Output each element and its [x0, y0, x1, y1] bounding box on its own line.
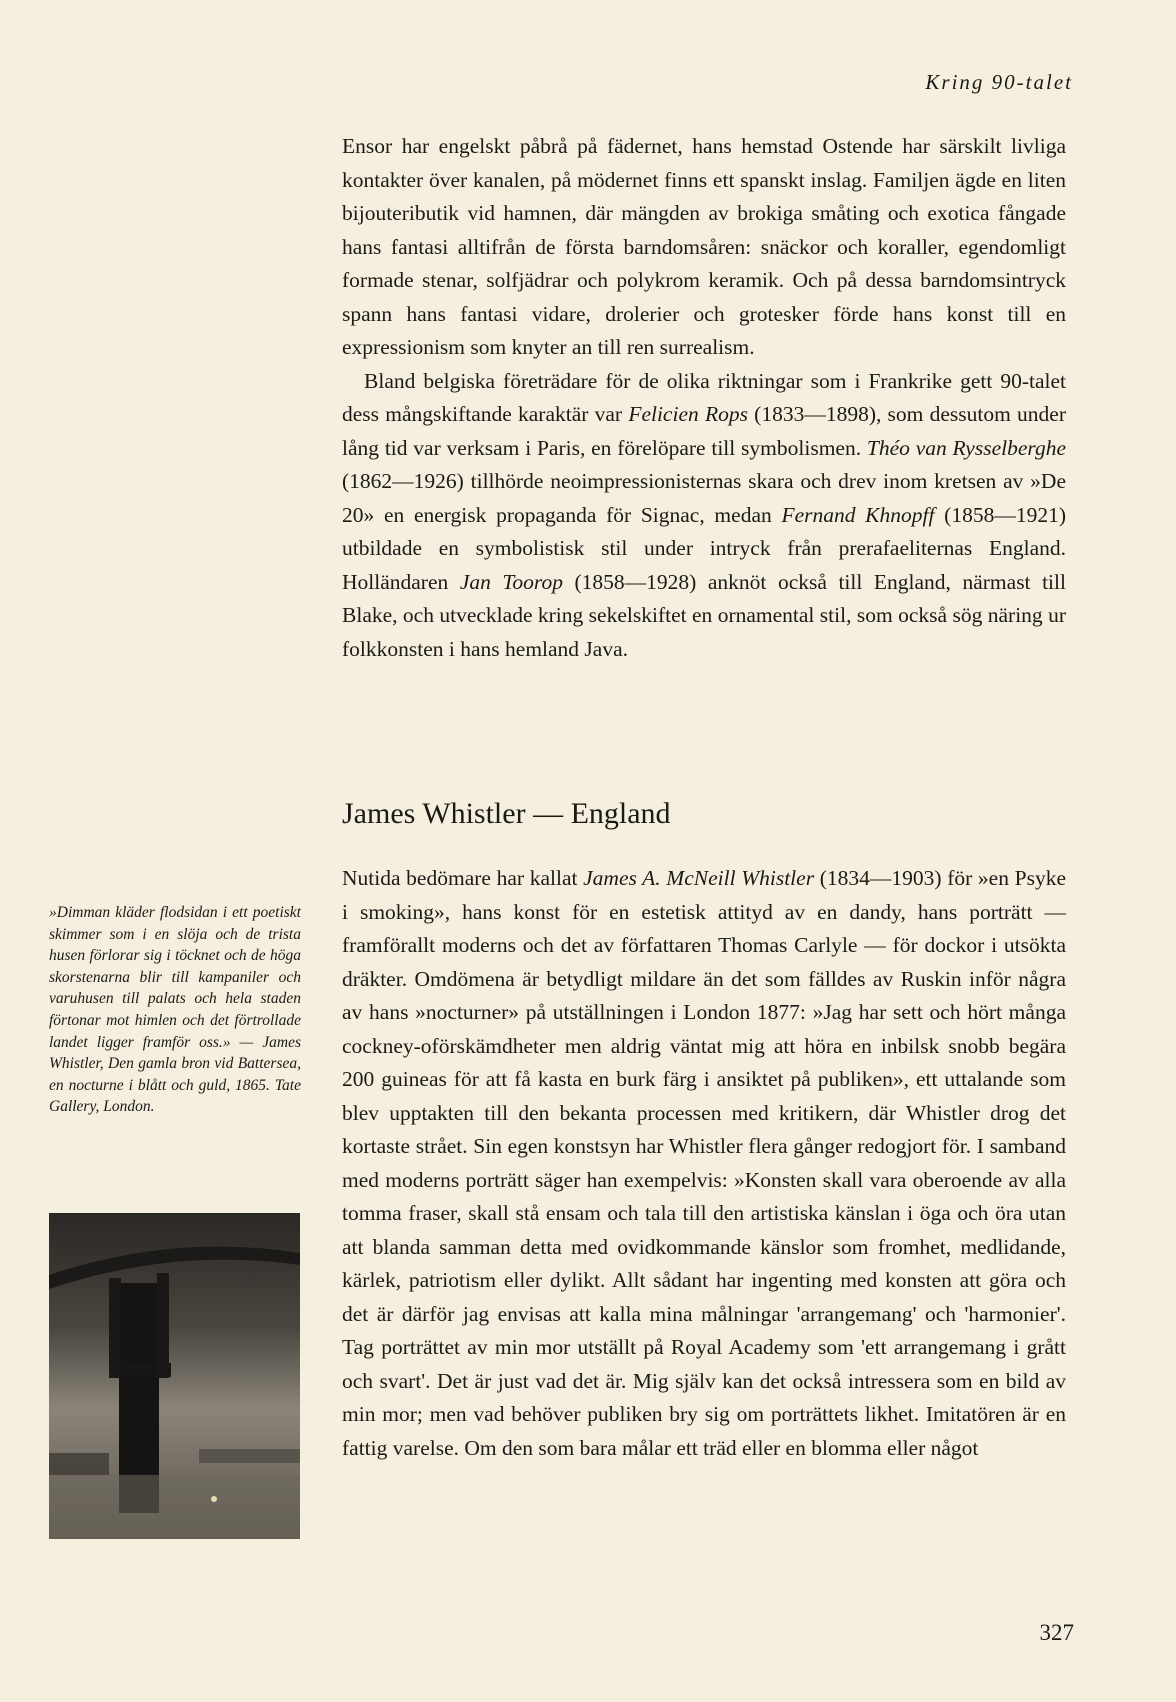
text-run: Nutida bedömare har kallat — [342, 866, 584, 890]
page-number: 327 — [1039, 1620, 1074, 1645]
text-run: Bland belgiska företrädare för de olika riktningar som i Frankrike gett 90-talet dess mångskiftande karaktär var — [342, 368, 1066, 426]
paragraph-whistler — [342, 862, 1066, 1465]
text-run: (1833—1898), som dessutom under lång tid var verksam i Paris, en förelöpare till symbolismen. — [342, 402, 1066, 460]
figure-caption: »Dimman kläder flodsidan i ett poetiskt skimmer som i en slöja och de trista husen förlorar sig i töcknet och de höga skorstenarna blir till kampaniler och varuhusen till palats och hela staden förtonar mot himlen och det förtrollade landet ligger framför oss.» — James Whistler, Den gamla bron vid Battersea, en nocturne i blått och guld, 1865. Tate Gallery, London. — [49, 904, 301, 1116]
nocturne-painting-image — [49, 1213, 300, 1539]
text-run: (1858—1921) utbildade en symbolistisk stil under intryck från prerafaeliternas England. Holländaren — [342, 502, 1066, 594]
text-run: (1862—1926) tillhörde neoimpressionisternas skara och drev inom kretsen av »De 20» en energisk propaganda för Signac, medan — [342, 469, 1066, 527]
artist-name: James A. McNeill Whistler — [583, 866, 815, 890]
artist-name: Fernand Khnopff — [781, 502, 935, 527]
text-run: (1834—1903) för »en Psyke i smoking», hans konst för en estetisk attityd av en dandy, hans porträtt — framförallt moderns och det av författaren Thomas Carlyle — för dockor i utsökta dräkter. Omdömena är betydligt mildare än det som fälldes av Ruskin inför några av hans »nocturner» på utställningen i London 1877: »Jag har sett och hört många cockney-oförskämdheter men aldrig väntat mig att höra en inbilsk snobb begära 200 guineas för att få kasta en burk färg i ansiktet på publiken», ett uttalande som blev upptakten till den bekanta processen med kritikern, där Whistler drog det kortaste strået. Sin egen konstsyn har Whistler flera gånger redogjort för. I samband med moderns porträtt säger han exempelvis: »Konsten skall vara oberoende av alla tomma fraser, skall stå ensam och tala till den artistiska känslan i öga och öra utan att blanda samman detta med ovidkommande känslor som fromhet, medlidande, kärlek, patriotism eller dylikt. Allt sådant har ingenting med konsten att göra och det är därför jag envisas att kalla mina målningar 'arrangemang' och 'harmonier'. Tag porträttet av min mor utställt på Royal Academy som 'ett arrangemang i grått och svart'. Det är just vad det är. Mig själv kan det också intressera som en bild av min mor; men vad behöver publiken bry sig om porträttets likhet. Imitatören är en fattig varelse. Om den som bara målar ett träd eller en blomma eller något — [342, 866, 1066, 1460]
artist-name: Jan Toorop — [459, 569, 563, 594]
paragraph-belgian — [342, 365, 1066, 667]
section-title: James Whistler — England — [342, 797, 671, 830]
running-head: Kring 90-talet — [925, 70, 1073, 94]
paragraph-ensor: Ensor har engelskt påbrå på fädernet, hans hemstad Ostende har särskilt livliga kontakter över kanalen, på mödernet finns ett spanskt inslag. Familjen ägde en liten bijouteributik vid hamnen, där mängden av brokiga småting och exotica fångade hans fantasi alltifrån de första barndomsåren: snäckor och koraller, egendomligt formade stenar, solfjädrar och polykrom keramik. Och på dessa barndomsintryck spann hans fantasi vidare, drolerier och grotesker förde hans konst till en expressionism som knyter an till ren surrealism. — [342, 134, 1066, 359]
text-run: (1858—1928) anknöt också till England, närmast till Blake, och utvecklade kring sekelskiftet en ornamental stil, som också sög näring ur folkkonsten i hans hemland Java. — [342, 569, 1066, 661]
main-text-top — [342, 130, 1066, 666]
main-text-bottom — [342, 862, 1066, 1465]
bridge-illustration — [49, 1213, 300, 1539]
artist-name: Théo van Rysselberghe — [866, 435, 1066, 460]
artist-name: Felicien Rops — [628, 402, 748, 426]
